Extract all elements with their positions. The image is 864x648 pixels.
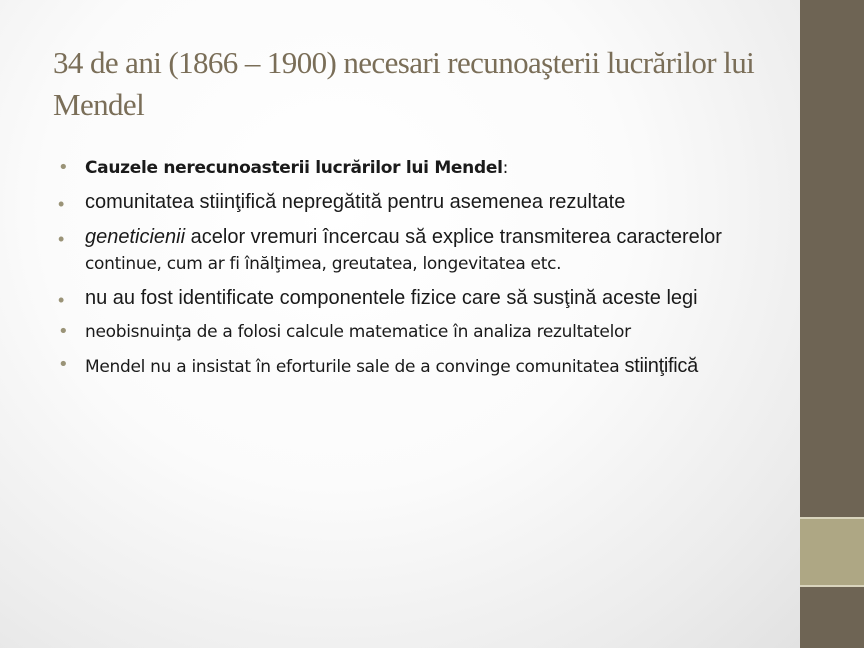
bullet-text: comunitatea stiinţifică nepregătită pentru asemenea rezultate bbox=[85, 191, 626, 213]
bullet-text: nu au fost identificate componentele fizice care să susţină aceste legi bbox=[85, 287, 698, 309]
bullet-item-physical-components bbox=[58, 285, 758, 311]
bullet-list bbox=[58, 156, 758, 388]
bullet-italic-term: geneticienii bbox=[85, 226, 186, 248]
bullet-item-scientific-community bbox=[58, 189, 758, 215]
bullet-item-math bbox=[58, 320, 758, 344]
bullet-item-causes bbox=[58, 156, 758, 180]
bullet-text-continued: stiinţifică bbox=[624, 355, 698, 377]
bullet-text: Mendel nu a insistat în eforturile sale de a convinge comunitatea bbox=[85, 357, 625, 377]
bullet-item-geneticists bbox=[58, 224, 758, 276]
bullet-heading-colon: : bbox=[502, 158, 509, 178]
bullet-heading: Cauzele nerecunoasterii lucrărilor lui Mendel bbox=[85, 158, 503, 178]
bullet-text-continued: continue, cum ar fi înălţimea, greutatea, longevitatea etc. bbox=[85, 254, 562, 274]
decorative-sidebar bbox=[800, 0, 864, 648]
bullet-item-mendel-insist bbox=[58, 353, 758, 379]
bullet-text: acelor vremuri încercau să explice transmiterea caracterelor bbox=[185, 226, 722, 248]
bullet-text: neobisnuinţa de a folosi calcule matematice în analiza rezultatelor bbox=[85, 322, 631, 342]
sidebar-accent-block bbox=[800, 517, 864, 587]
slide-title: 34 de ani (1866 – 1900) necesari recunoaşterii lucrărilor lui Mendel bbox=[53, 45, 755, 122]
